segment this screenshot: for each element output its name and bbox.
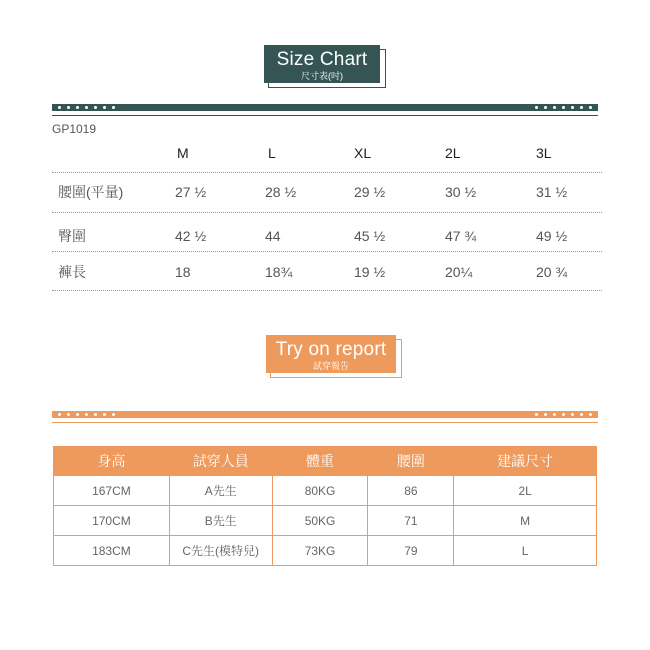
measurement-label: 褲長 (58, 264, 86, 280)
column-header: 腰圍 (368, 446, 454, 476)
measurement-value: 20 ¾ (536, 264, 568, 280)
table-cell: 170CM (54, 506, 170, 536)
divider-dots-left (58, 413, 115, 416)
column-header: 建議尺寸 (454, 446, 597, 476)
measurement-value: 42 ½ (175, 228, 207, 244)
table-cell: 167CM (54, 476, 170, 506)
size-label: 2L (445, 145, 461, 161)
measurement-label: 腰圍(平量) (58, 184, 124, 200)
row-divider (52, 172, 602, 173)
badge-box (266, 335, 396, 373)
column-header: 試穿人員 (169, 446, 272, 476)
measurement-value: 20¼ (445, 264, 473, 280)
divider-bar (52, 411, 598, 418)
size-label: M (177, 145, 189, 161)
table-row (54, 506, 597, 536)
column-header: 體重 (272, 446, 368, 476)
table-cell: 73KG (272, 536, 368, 566)
table-cell: L (454, 536, 597, 566)
product-code: GP1019 (52, 122, 97, 136)
measurement-value: 45 ½ (354, 228, 386, 244)
table-header-row (54, 446, 597, 476)
table-cell: 71 (368, 506, 454, 536)
divider-dots-left (58, 106, 115, 109)
table-row (54, 536, 597, 566)
measurement-value: 18 (175, 264, 191, 280)
badge-subtitle: 試穿報告 (312, 361, 349, 371)
table-cell: A先生 (169, 476, 272, 506)
measurement-value: 44 (265, 228, 281, 244)
measurement-value: 27 ½ (175, 184, 207, 200)
measurement-row (52, 262, 602, 282)
row-divider (52, 290, 602, 291)
measurement-value: 47 ¾ (445, 228, 477, 244)
table-cell: 183CM (54, 536, 170, 566)
divider-bar (52, 104, 598, 111)
size-label: XL (354, 145, 372, 161)
table-cell: 50KG (272, 506, 368, 536)
measurement-value: 29 ½ (354, 184, 386, 200)
divider-thin-line (52, 422, 598, 423)
badge-subtitle: 尺寸表(吋) (301, 71, 343, 81)
measurement-label: 臀圍 (58, 228, 86, 244)
size-label: L (268, 145, 276, 161)
badge-title: Try on report (275, 339, 387, 360)
badge-box (264, 45, 380, 83)
divider-dots-right (535, 413, 592, 416)
badge-title: Size Chart (276, 49, 368, 70)
table-cell: M (454, 506, 597, 536)
table-cell: 80KG (272, 476, 368, 506)
table-cell: 2L (454, 476, 597, 506)
divider-dots-right (535, 106, 592, 109)
try-on-table (53, 446, 597, 566)
measurement-value: 30 ½ (445, 184, 477, 200)
measurement-value: 49 ½ (536, 228, 568, 244)
row-divider (52, 251, 602, 252)
measurement-row (52, 182, 602, 202)
measurement-value: 31 ½ (536, 184, 568, 200)
measurement-value: 28 ½ (265, 184, 297, 200)
measurement-row (52, 226, 602, 246)
measurement-value: 19 ½ (354, 264, 386, 280)
size-label: 3L (536, 145, 552, 161)
column-header: 身高 (54, 446, 170, 476)
table-cell: 79 (368, 536, 454, 566)
size-header-row (52, 143, 602, 163)
divider-thin-line (52, 115, 598, 116)
measurement-value: 18¾ (265, 264, 293, 280)
row-divider (52, 212, 602, 213)
table-cell: C先生(模特兒) (169, 536, 272, 566)
table-cell: B先生 (169, 506, 272, 536)
table-cell: 86 (368, 476, 454, 506)
table-row (54, 476, 597, 506)
